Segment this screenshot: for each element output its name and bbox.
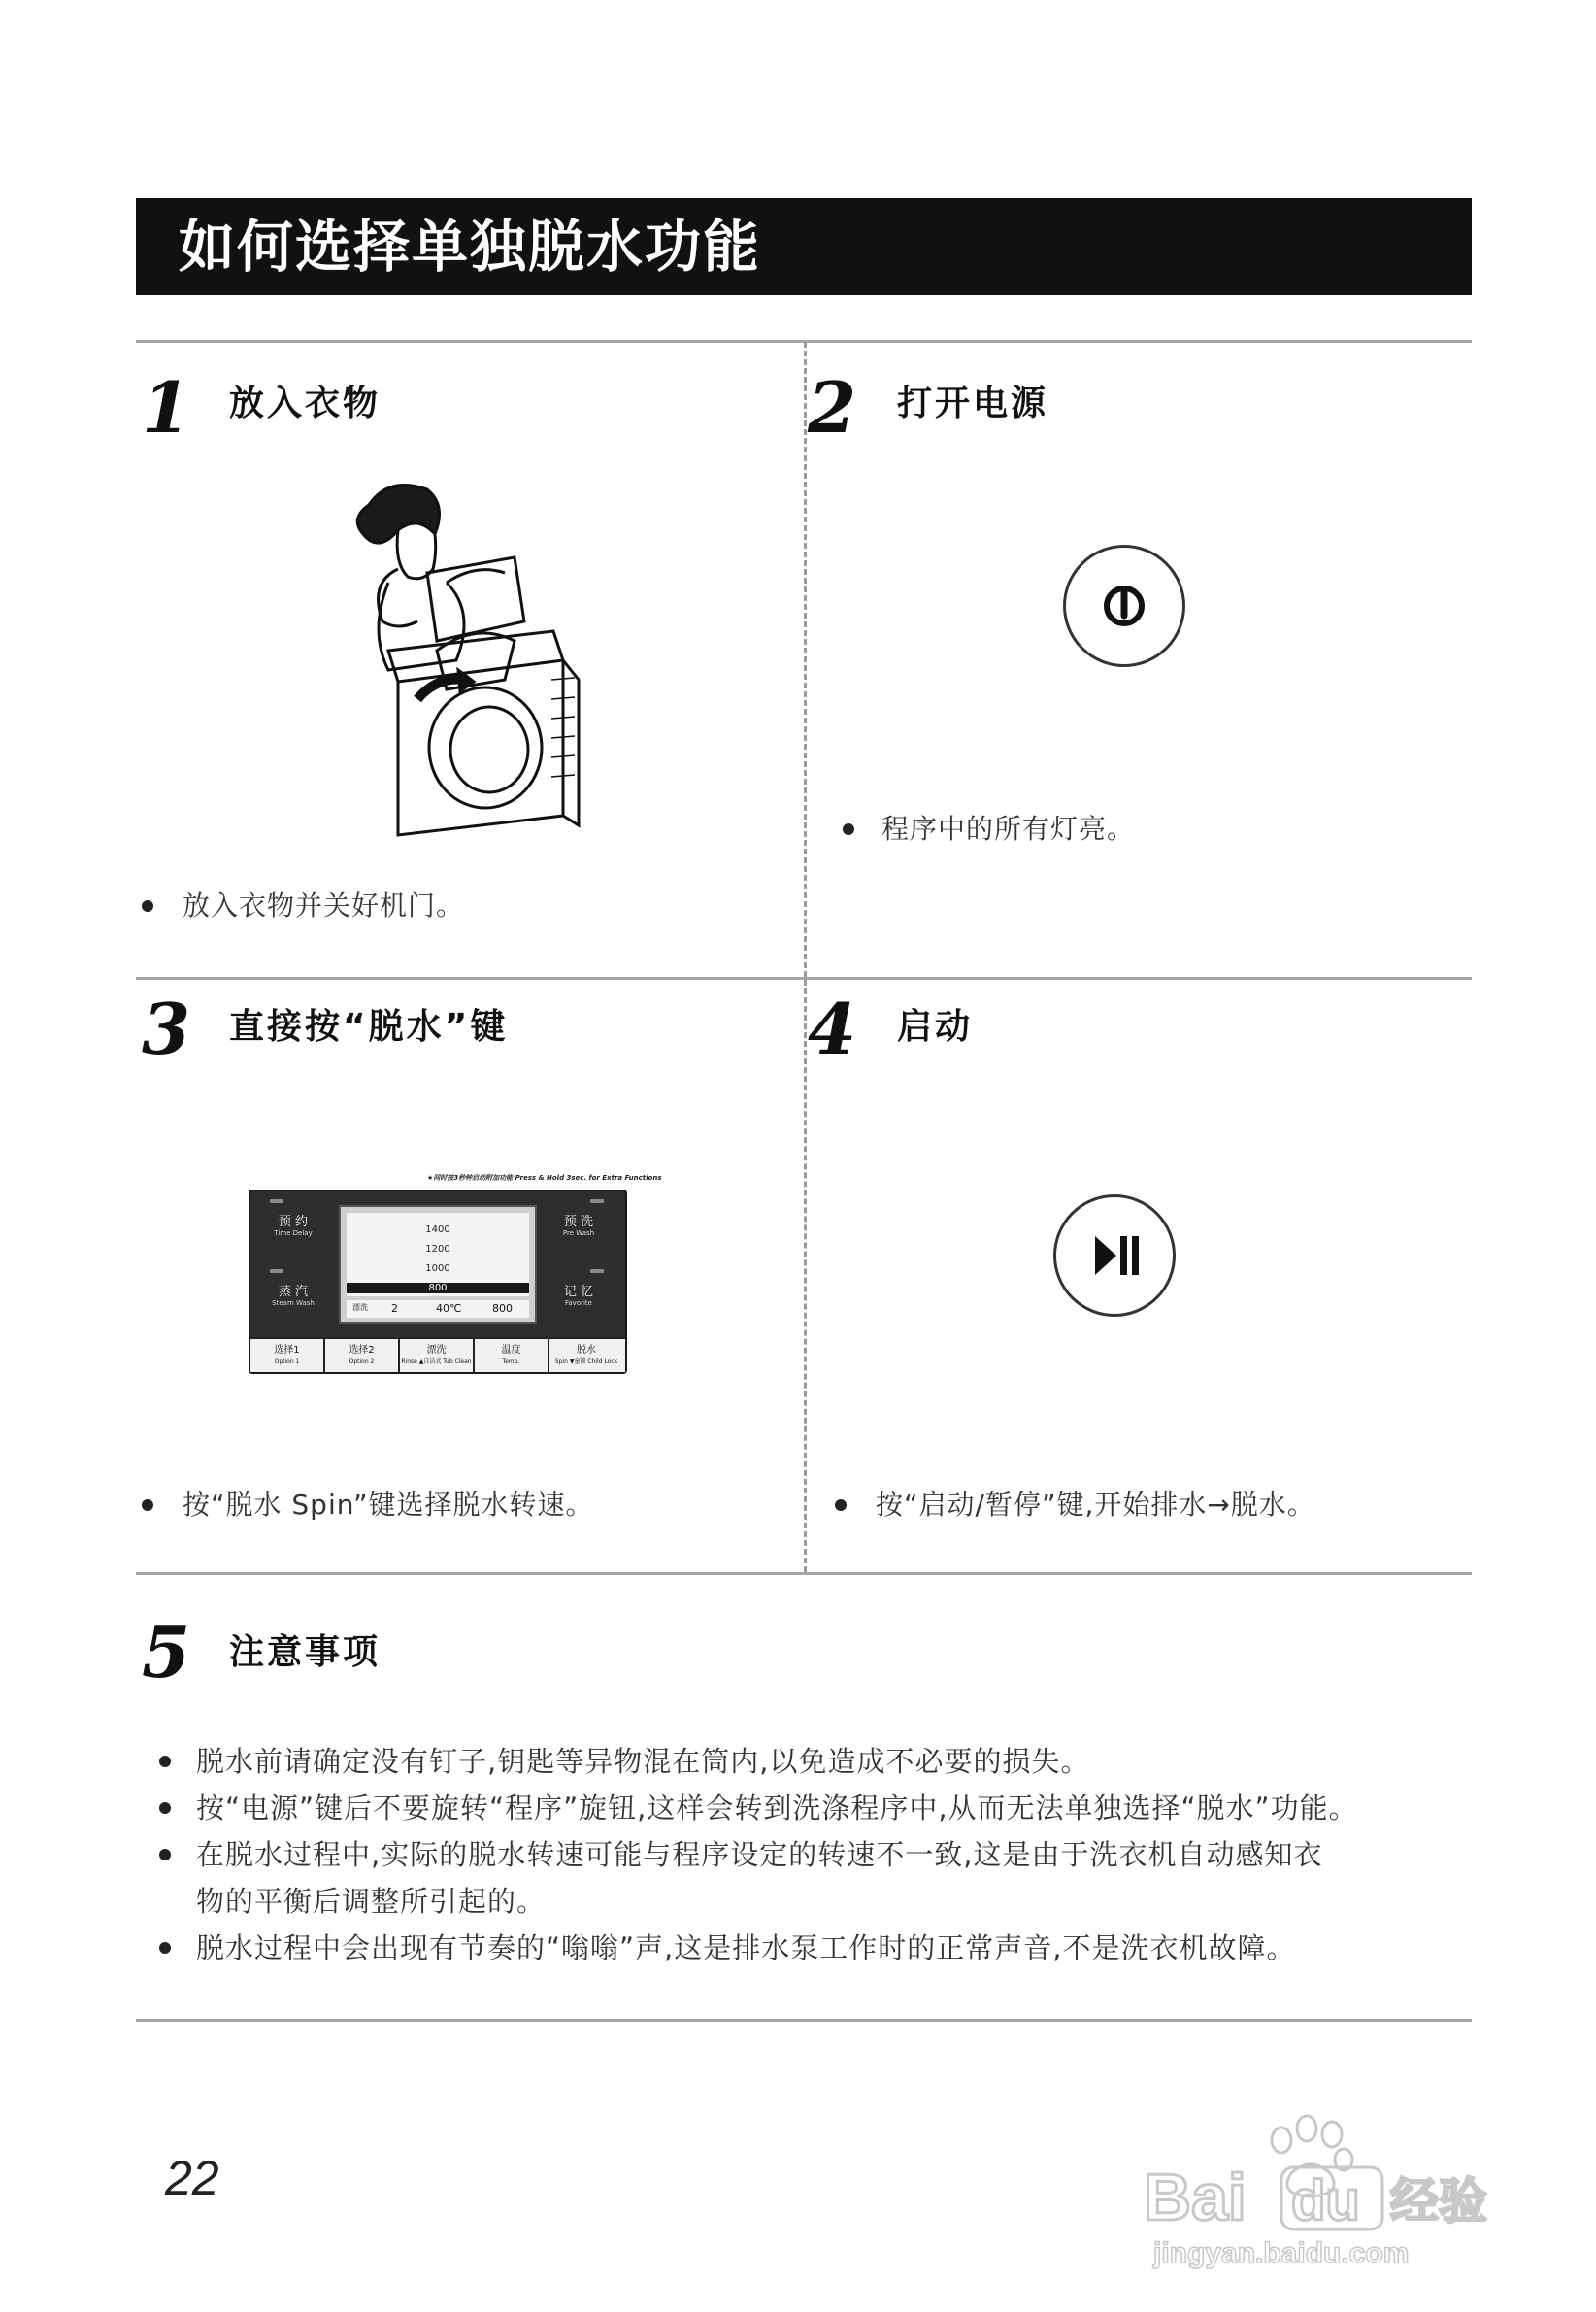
panel-hint: ★同时按3秒钟启动附加功能 Press & Hold 3sec. for Extra Functions (427, 1174, 662, 1182)
spin-button[interactable]: 脱水 Spin ▼童锁 Child Lock (554, 1345, 618, 1365)
step-2-number: 2 (808, 366, 857, 449)
divider-lower (136, 1572, 1472, 1575)
prewash-button[interactable]: 预 洗 Pre Wash (562, 1215, 595, 1237)
step-1-bullet: 放入衣物并关好机门。 (183, 889, 465, 921)
bullet-icon (159, 1802, 171, 1814)
step-2-title: 打开电源 (897, 384, 1049, 423)
step-3-bullet: 按“脱水 Spin”键选择脱水转速。 (183, 1489, 594, 1521)
spin-value: 800 (492, 1302, 513, 1315)
option-2-button[interactable]: 选择2 Option 2 (325, 1339, 400, 1372)
step-1-title: 放入衣物 (229, 384, 382, 423)
rinse-label: 漂洗 (352, 1303, 368, 1312)
bullet-icon (159, 1942, 171, 1954)
step-5-number: 5 (142, 1611, 191, 1693)
temperature-value: 40℃ (436, 1302, 462, 1315)
bullet-icon (843, 823, 854, 835)
baidu-jingyan-watermark (1136, 2088, 1505, 2272)
svg-text:jingyan.baidu.com: jingyan.baidu.com (1153, 2237, 1410, 2269)
step-3-title: 直接按“脱水”键 (229, 1007, 509, 1047)
svg-text:du: du (1291, 2169, 1360, 2232)
step-4-bullet: 按“启动/暂停”键,开始排水→脱水。 (876, 1489, 1315, 1521)
svg-text:经验: 经验 (1390, 2173, 1487, 2229)
column-divider-upper (804, 342, 807, 977)
time-delay-button[interactable]: 预 约 Time Delay (274, 1215, 313, 1237)
power-icon (1066, 548, 1182, 664)
bullet-icon (159, 1849, 171, 1860)
steam-wash-button[interactable]: 蒸 汽 Steam Wash (272, 1285, 315, 1307)
note-item: 脱水前请确定没有钉子,钥匙等异物混在筒内,以免造成不必要的损失。 (153, 1738, 1474, 1785)
temp-button[interactable]: 温度 Temp. (475, 1339, 549, 1372)
indicator-light (590, 1199, 604, 1203)
loading-laundry-illustration (330, 476, 602, 845)
spin-speed-option: 1000 (425, 1263, 450, 1274)
option-1-button[interactable]: 选择1 Option 1 (250, 1339, 325, 1372)
page-number: 22 (165, 2151, 219, 2205)
bullet-icon (835, 1499, 847, 1511)
step-5-title: 注意事项 (229, 1632, 382, 1672)
step-4-title: 启动 (897, 1007, 974, 1047)
control-panel (249, 1190, 627, 1374)
rinse-count: 2 (391, 1302, 398, 1315)
indicator-light (590, 1269, 604, 1273)
spin-speed-selected: 800 (347, 1283, 529, 1293)
lcd-status-row (347, 1300, 529, 1318)
note-item: 在脱水过程中,实际的脱水转速可能与程序设定的转速不一致,这是由于洗衣机自动感知衣 (153, 1831, 1474, 1878)
indicator-light (270, 1199, 283, 1203)
divider-bottom (136, 2019, 1472, 2022)
lcd-display (339, 1205, 537, 1324)
indicator-light (270, 1269, 283, 1273)
svg-text:Bai: Bai (1144, 2161, 1247, 2234)
page-title: 如何选择单独脱水功能 (179, 214, 762, 280)
spin-speed-option: 1400 (425, 1224, 450, 1235)
rinse-button[interactable]: 漂洗 Rinse ▲自洁式 Tub Clean (400, 1339, 475, 1372)
section-title-bar (136, 198, 1472, 295)
notes-list (153, 1738, 1474, 1971)
spin-speed-option: 1200 (425, 1244, 450, 1255)
bullet-icon (142, 900, 153, 912)
spin-speed-list (347, 1213, 529, 1296)
step-3-number: 3 (142, 988, 191, 1070)
note-item-continued: 物的平衡后调整所引起的。 (196, 1885, 547, 1918)
step-1-number: 1 (142, 366, 191, 449)
note-item: 脱水过程中会出现有节奏的“嗡嗡”声,这是排水泵工作时的正常声音,不是洗衣机故障。 (153, 1925, 1474, 1971)
panel-button-bar (250, 1337, 625, 1372)
power-button[interactable] (1063, 545, 1185, 667)
start-pause-button[interactable] (1053, 1194, 1176, 1317)
bullet-icon (142, 1499, 153, 1511)
step-4-number: 4 (808, 988, 857, 1070)
note-item: 按“电源”键后不要旋转“程序”旋钮,这样会转到洗涤程序中,从而无法单独选择“脱水”功能。 (153, 1785, 1474, 1831)
bullet-icon (159, 1756, 171, 1767)
play-pause-icon (1056, 1197, 1173, 1314)
favorite-button[interactable]: 记 忆 Favorite (563, 1285, 594, 1307)
step-2-bullet: 程序中的所有灯亮。 (881, 813, 1136, 845)
column-divider-lower (804, 980, 807, 1572)
